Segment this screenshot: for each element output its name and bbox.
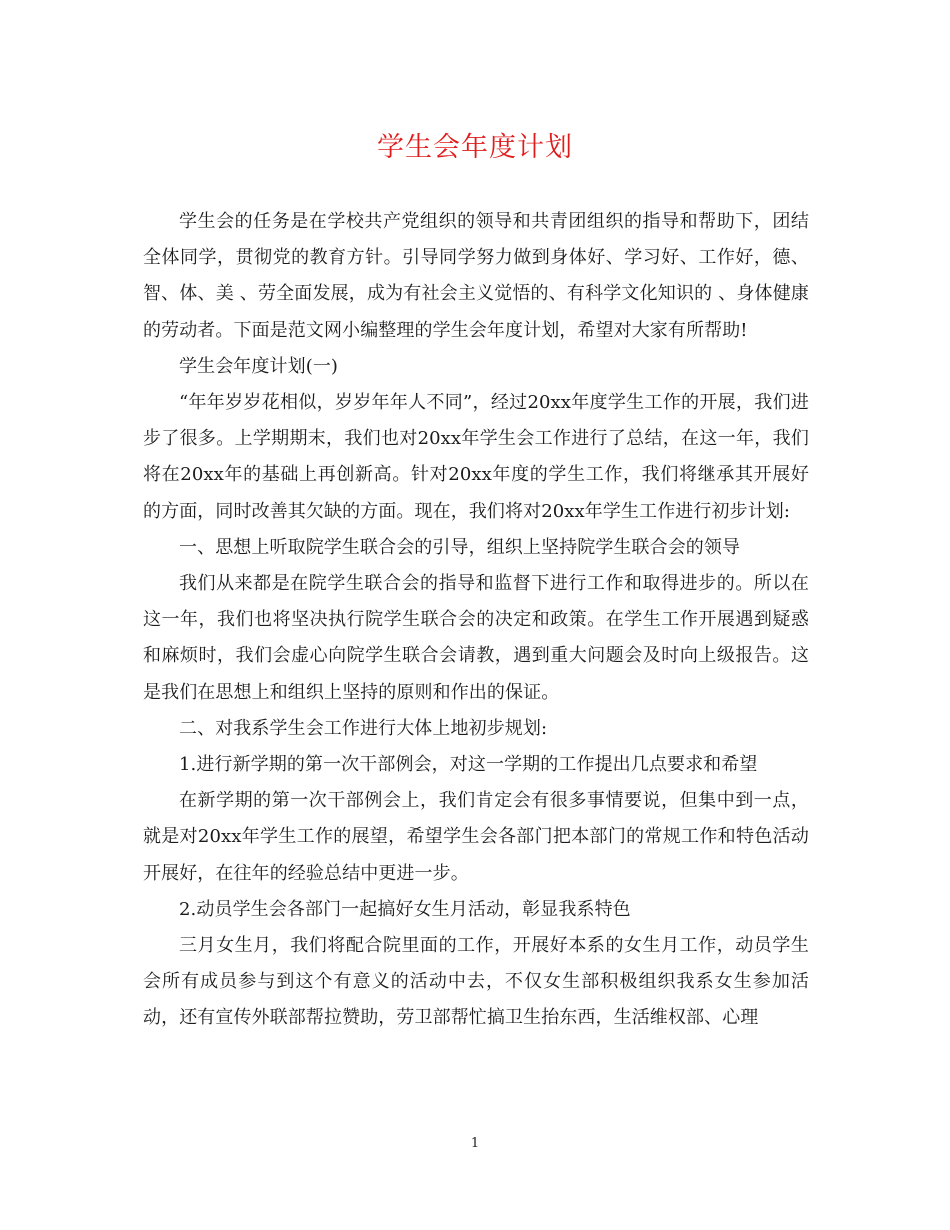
heading-point-one: 一、思想上听取院学生联合会的引导，组织上坚持院学生联合会的领导 bbox=[179, 536, 741, 558]
subheading-item-one: 1.进行新学期的第一次干部例会，对这一学期的工作提出几点要求和希望 bbox=[179, 754, 758, 776]
document-title: 学生会年度计划 bbox=[377, 132, 573, 163]
paragraph-overview: “年年岁岁花相似，岁岁年年人不同”，经过20xx年度学生工作的开展，我们进步了很多。上学期期末，我们也对20xx年学生会工作进行了总结，在这一年，我们将在20xx年的基础上再创新高。针对20xx年度的学生工作，我们将继承其开展好的方面，同时改善其欠缺的方面。现在，我们将对20xx年学生工作进行初步计划: bbox=[143, 392, 809, 522]
paragraph-intro: 学生会的任务是在学校共产党组织的领导和共青团组织的指导和帮助下，团结全体同学，贯彻党的教育方针。引导同学努力做到身体好、学习好、工作好，德、智、体、美 、劳全面发展，成为有社会主义觉悟的、有科学文化知识的 、身体健康的劳动者。下面是范文网小编整理的学生会年度计划，希望对大家有所帮助! bbox=[143, 211, 809, 341]
document-body bbox=[143, 204, 809, 1037]
heading-point-two: 二、对我系学生会工作进行大体上地初步规划: bbox=[179, 717, 548, 739]
paragraph-item-one: 在新学期的第一次干部例会上，我们肯定会有很多事情要说，但集中到一点，就是对20xx年学生工作的展望，希望学生会各部门把本部门的常规工作和特色活动开展好，在往年的经验总结中更进一步。 bbox=[143, 790, 809, 884]
paragraph-item-two: 三月女生月，我们将配合院里面的工作，开展好本系的女生月工作，动员学生会所有成员参与到这个有意义的活动中去，不仅女生部积极组织我系女生参加活动，还有宣传外联部帮拉赞助，劳卫部帮忙搞卫生抬东西，生活维权部、心理 bbox=[143, 935, 809, 1029]
section-heading-plan-one: 学生会年度计划(一) bbox=[179, 355, 339, 377]
page-number: 1 bbox=[470, 1136, 480, 1151]
subheading-item-two: 2.动员学生会各部门一起搞好女生月活动，彰显我系特色 bbox=[179, 898, 631, 920]
paragraph-point-one: 我们从来都是在院学生联合会的指导和监督下进行工作和取得进步的。所以在这一年，我们也将坚决执行院学生联合会的决定和政策。在学生工作开展遇到疑惑和麻烦时，我们会虚心向院学生联合会请教，遇到重大问题会及时向上级报告。这是我们在思想上和组织上坚持的原则和作出的保证。 bbox=[143, 573, 809, 703]
